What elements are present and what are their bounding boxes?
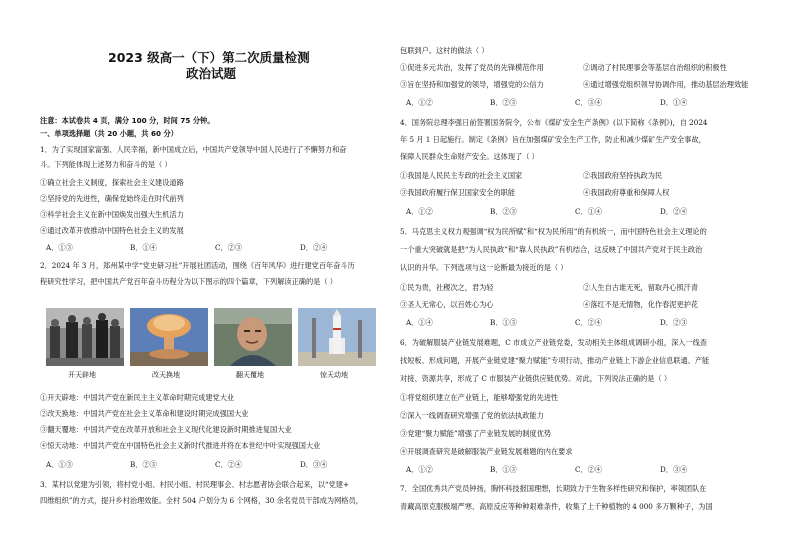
section-heading: 一、单项选择题（共 20 小题，共 60 分） [40,129,178,138]
q1-item-3: ③科学社会主义在新中国焕发出强大生机活力 [40,210,184,219]
q7-stem-line1: 7．全国优秀共产党员钟扬，胸怀科技报国理想，长期致力于生物多样性研究和保护，率领团队在 [400,484,707,493]
q5-stem-line2: 一个重大突破就是把“为人民执政”和“靠人民执政”有机结合，这反映了中国共产党对于民主政治 [400,245,703,254]
q4-option-d[interactable]: D．②④ [660,207,688,216]
q4-stem-line2: 年 5 月 1 日起施行。制定《条例》旨在加强煤矿安全生产工作，防止和减少煤矿生产安全事故， [400,135,706,144]
q6-option-c[interactable]: C．②④ [575,465,603,474]
exam-subtitle: 政治试题 [186,66,237,81]
q5-item-3: ③圣人无常心，以百姓心为心 [400,300,494,309]
q2-photo-founding [46,308,124,366]
q3-item-2: ②调动了村民理事会等基层自治组织的积极性 [583,63,727,72]
q2-stem-line1: 2．2024 年 3 月，郑州某中学“党史研习社”开展社团活动，围绕《百年风华》进行建党百年奋斗历 [40,261,355,270]
q3-item-4: ④通过增强党组织领导协调作用，推动基层治理效能 [583,80,749,89]
q4-item-3: ③我国政府履行保卫国家安全的职能 [400,188,516,197]
q2-item-2: ②改天换地：中国共产党在社会主义革命和建设时期完成强国大业 [40,409,249,418]
q4-stem-line3: 保障人民群众生命财产安全。这体现了（ ） [400,152,539,161]
q2-option-a[interactable]: A．①③ [46,460,73,469]
q2-caption-3: 翻天覆地 [236,371,264,379]
q5-item-2: ②人生自古谁无死，留取丹心照汗青 [583,283,699,292]
q2-caption-2: 改天换地 [152,371,180,379]
exam-title: 2023 级高一（下）第二次质量检测 [108,50,310,65]
q1-item-2: ②坚持党的先进性，确保党始终走在时代前列 [40,194,184,203]
q3-item-1: ①促进多元共治，发挥了党员的先锋模范作用 [400,63,544,72]
q5-item-1: ①民为贵，社稷次之，君为轻 [400,283,494,292]
q1-option-b[interactable]: B．①④ [130,243,157,252]
q4-option-b[interactable]: B．②③ [490,207,517,216]
q1-option-d[interactable]: D．②④ [300,243,328,252]
q2-caption-4: 惊天动地 [320,371,348,379]
q3-stem-continued: 包联到户。这村的做法（ ） [400,46,489,55]
q7-stem-line2: 青藏高原克服极端严寒、高原反应等种种艰难条件，收集了上千种植物的 4 000 多万颗种子，为国 [400,502,713,511]
q1-option-a[interactable]: A．①③ [46,243,73,252]
q3-item-3: ③旨在坚持和加强党的领导，增强党的公信力 [400,80,544,89]
q4-option-a[interactable]: A．①② [406,207,433,216]
q5-stem-line3: 认识的升华。下列选项与这一论断最为接近的是（ ） [400,263,568,272]
q3-option-d[interactable]: D．①④ [660,98,688,107]
q6-option-a[interactable]: A．①② [406,465,433,474]
q5-stem-line1: 5．马克思主义权力观强调“权为民所赋”和“权为民所用”的有机统一，而中国特色社会主义理论的 [400,227,707,236]
q2-item-3: ③翻天覆地：中国共产党在改革开放和社会主义现代化建设新时期推进复国大业 [40,425,292,434]
q2-figure-row [46,308,376,380]
q2-caption-1: 开天辟地 [68,371,96,379]
q3-option-c[interactable]: C．③④ [575,98,603,107]
q2-stem-line2: 程研究性学习，把中国共产党百年奋斗历程分为以下图示的四个篇章，下列解读正确的是（ ） [40,277,337,286]
q2-option-c[interactable]: C．②④ [215,460,243,469]
q6-stem-line3: 对接、资源共享，形成了 C 市服装产业链供应链优势。对此，下列说法正确的是（ ） [400,374,672,383]
q4-option-c[interactable]: C．①④ [575,207,603,216]
q2-item-4: ④惊天动地：中国共产党在中国特色社会主义新时代推进并将在本世纪中叶实现强国大业 [40,441,321,450]
q1-item-4: ④通过改革开放推动中国特色社会主义的发展 [40,226,184,235]
q3-option-a[interactable]: A．①② [406,98,433,107]
q4-item-1: ①我国是人民民主专政的社会主义国家 [400,171,523,180]
q4-item-2: ②我国政府坚持执政为民 [583,171,663,180]
q4-item-4: ④我国政府尊重和保障人权 [583,188,670,197]
q2-photo-rocket-launch [298,308,376,366]
q3-stem-line1: 3．某村以党建为引领，将村党小组、村民小组、村民理事会、村志愿者协会联合起来，以“党建+ [40,480,349,489]
q5-item-4: ④落红不是无情物，化作春泥更护花 [583,300,699,309]
q5-option-b[interactable]: B．①③ [490,318,517,327]
q6-stem-line2: 找短板、形成问题，开展产业链党建“聚力赋能”专项行动，推动产业链上下游企业信息联通、产能 [400,356,710,365]
q1-option-c[interactable]: C．②③ [215,243,243,252]
q6-option-b[interactable]: B．①③ [490,465,517,474]
q2-photo-portrait [214,308,292,366]
q6-stem-line1: 6．为破解服装产业链发展难题，C 市成立产业链党委，发动相关主体组成调研小组，深入一线查 [400,338,708,347]
q6-item-4: ④开展调查研究是破解服装产业链发展难题的内在要求 [400,447,573,456]
q2-photo-mushroom-cloud [130,308,208,366]
q3-stem-line2: 四维组织”的方式，提升乡村治理效能。全村 504 户划分为 6 个网格，30 余名党员干部成为网格员， [40,496,363,505]
q2-item-1: ①开天辟地：中国共产党在新民主主义革命时期完成建党大业 [40,393,235,402]
q4-stem-line1: 4．国务院总理李强日前签署国务院令，公布《煤矿安全生产条例》(以下简称《条例》)，自 2024 [400,118,708,127]
q6-option-d[interactable]: D．③④ [660,465,688,474]
q6-item-2: ②深入一线调查研究增强了党的依法执政能力 [400,411,544,420]
q1-stem-line2: 斗。下列能体现上述努力和奋斗的是（ ） [40,160,172,169]
q6-item-3: ③党建“聚力赋能”增强了产业链发展的制度优势 [400,429,552,438]
q3-option-b[interactable]: B．②③ [490,98,517,107]
notice: 注意：本试卷共 4 页，满分 100 分，时间 75 分钟。 [40,116,215,125]
q5-option-c[interactable]: C．②④ [575,318,603,327]
q5-option-d[interactable]: D．②③ [660,318,688,327]
q5-option-a[interactable]: A．①④ [406,318,433,327]
q6-item-1: ①将党组织建立在产业链上，能够增强党的先进性 [400,393,559,402]
q2-option-b[interactable]: B．②③ [130,460,157,469]
q1-stem-line1: 1．为了实现国家富强、人民幸福，新中国成立后，中国共产党领导中国人民进行了不懈努力和奋 [40,145,347,154]
q1-item-1: ①确立社会主义制度，探索社会主义建设道路 [40,178,184,187]
q2-option-d[interactable]: D．③④ [300,460,328,469]
